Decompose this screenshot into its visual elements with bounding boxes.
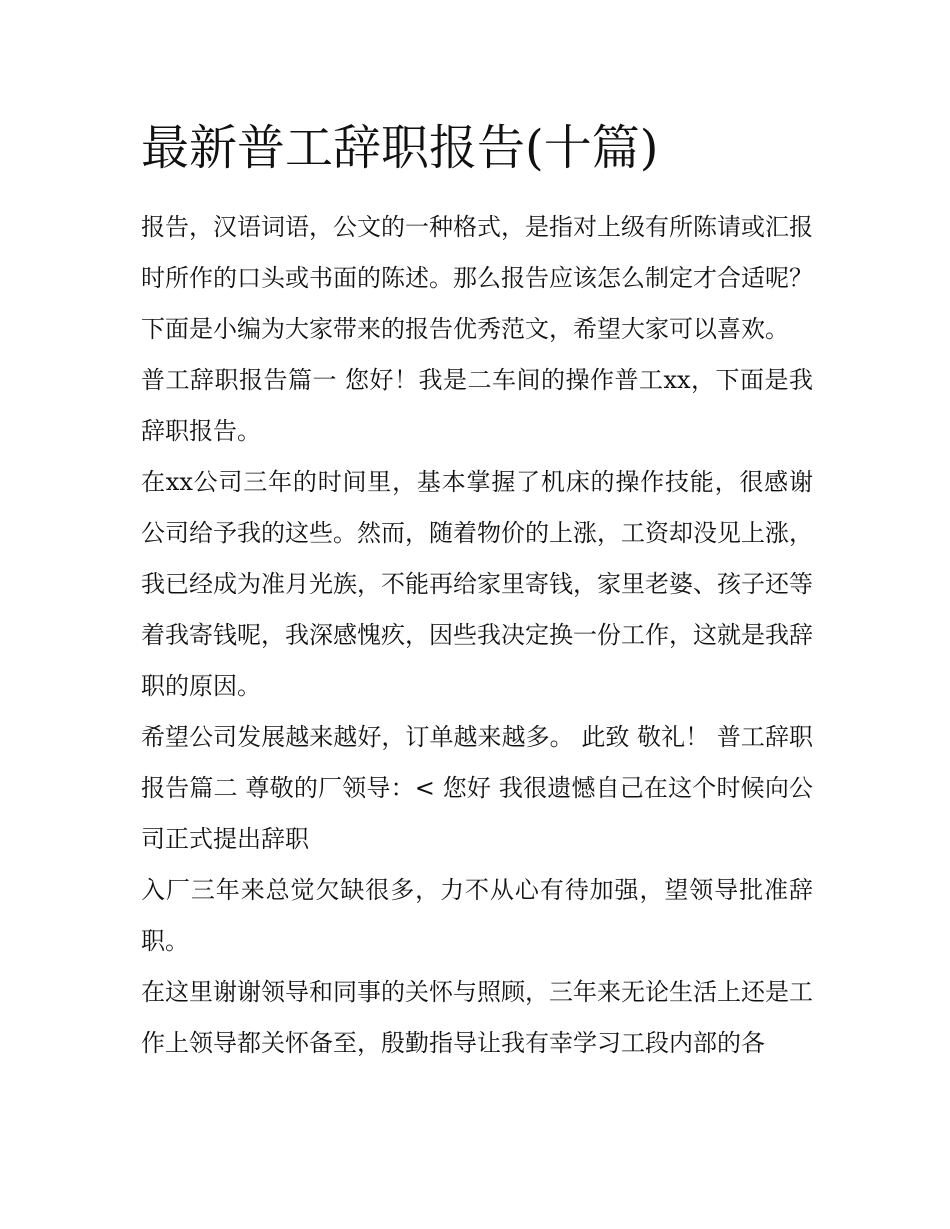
document-title: 最新普工辞职报告(十篇) — [141, 120, 659, 176]
document-page — [141, 108, 813, 1069]
paragraph-intro: 报告，汉语词语，公文的一种格式，是指对上级有所陈请或汇报时所作的口头或书面的陈述。那么报告应该怎么制定才合适呢？下面是小编为大家带来的报告优秀范文，希望大家可以喜欢。 — [141, 213, 813, 343]
paragraph-letter-two-opening: 希望公司发展越来越好，订单越来越多。 此致 敬礼！ 普工辞职报告篇二 尊敬的厂领导：< 您好 我很遗憾自己在这个时候向公司正式提出辞职 — [141, 723, 813, 853]
paragraph-letter-two-request: 入厂三年来总觉欠缺很多，力不从心有待加强，望领导批准辞职。 — [141, 876, 813, 955]
paragraph-letter-one-body: 在xx公司三年的时间里，基本掌握了机床的操作技能，很感谢公司给予我的这些。然而，随着物价的上涨，工资却没见上涨，我已经成为准月光族，不能再给家里寄钱，家里老婆、孩子还等着我寄钱呢，我深感愧疚，因些我决定换一份工作，这就是我辞职的原因。 — [141, 468, 813, 700]
paragraph-letter-one-opening: 普工辞职报告篇一 您好！我是二车间的操作普工xx，下面是我辞职报告。 — [141, 366, 813, 445]
paragraph-letter-two-thanks: 在这里谢谢领导和同事的关怀与照顾，三年来无论生活上还是工作上领导都关怀备至，殷勤指导让我有幸学习工段内部的各 — [141, 978, 813, 1057]
